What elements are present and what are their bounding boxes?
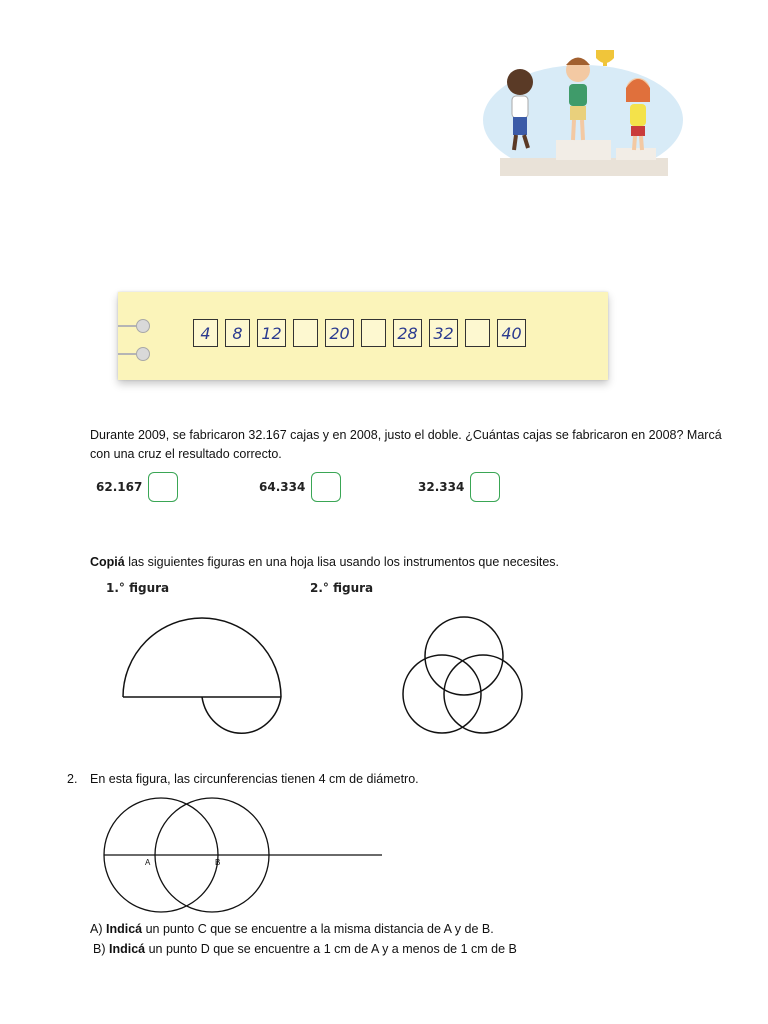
item-b-verb: Indicá xyxy=(108,942,146,956)
figure-1-label: 1.° figura xyxy=(106,581,170,595)
copy-figures-instruction xyxy=(90,553,559,572)
sequence-cell: 28 xyxy=(393,319,422,347)
sequence-cell-blank[interactable] xyxy=(361,319,386,347)
question-number: 2. xyxy=(67,772,78,786)
sequence-cell: 20 xyxy=(325,319,354,347)
item-a-verb: Indicá xyxy=(105,922,143,936)
item-a-prefix: A) xyxy=(90,922,106,936)
option-value: 32.334 xyxy=(418,480,465,494)
question-text: En esta figura, las circunferencias tienen 4 cm de diámetro. xyxy=(90,772,419,786)
instruction-text: las siguientes figuras en una hoja lisa usando los instrumentos que necesites. xyxy=(124,555,560,569)
two-circles-diagram xyxy=(95,795,390,915)
option-value: 64.334 xyxy=(259,480,306,494)
option-1 xyxy=(96,472,178,502)
figure-2-three-circles xyxy=(395,608,535,743)
option-2 xyxy=(259,472,341,502)
sequence-cell: 32 xyxy=(429,319,458,347)
sequence-cell: 8 xyxy=(225,319,250,347)
option-3 xyxy=(418,472,500,502)
pin-icon xyxy=(136,319,150,333)
item-b-prefix: B) xyxy=(93,942,109,956)
point-a-label: A xyxy=(145,858,151,867)
answer-checkbox[interactable] xyxy=(470,472,500,502)
item-b-text: un punto D que se encuentre a 1 cm de A y a menos de 1 cm de B xyxy=(145,942,517,956)
sequence-cell: 40 xyxy=(497,319,526,347)
point-b-label: B xyxy=(215,858,221,867)
number-sequence xyxy=(193,319,526,347)
circles-question xyxy=(67,770,419,789)
figure-1-semicircles xyxy=(110,605,300,750)
sequence-cell-blank[interactable] xyxy=(293,319,318,347)
question-boxes-text: Durante 2009, se fabricaron 32.167 cajas y en 2008, justo el doble. ¿Cuántas cajas se fabricaron en 2008? Marcá con una cruz el resultado correcto. xyxy=(90,428,722,461)
figure-2-label: 2.° figura xyxy=(310,581,374,595)
pin-stem xyxy=(118,325,136,327)
item-a xyxy=(90,920,494,939)
option-value: 62.167 xyxy=(96,480,143,494)
instruction-verb: Copiá xyxy=(90,555,125,569)
pin-icon xyxy=(136,347,150,361)
sequence-cell-blank[interactable] xyxy=(465,319,490,347)
sequence-note xyxy=(118,292,608,380)
answer-checkbox[interactable] xyxy=(148,472,178,502)
item-b xyxy=(93,940,517,959)
sequence-cell: 4 xyxy=(193,319,218,347)
item-a-text: un punto C que se encuentre a la misma distancia de A y de B. xyxy=(142,922,494,936)
answer-checkbox[interactable] xyxy=(311,472,341,502)
kids-podium-illustration xyxy=(478,40,688,180)
sequence-cell: 12 xyxy=(257,319,286,347)
pin-stem xyxy=(118,353,136,355)
